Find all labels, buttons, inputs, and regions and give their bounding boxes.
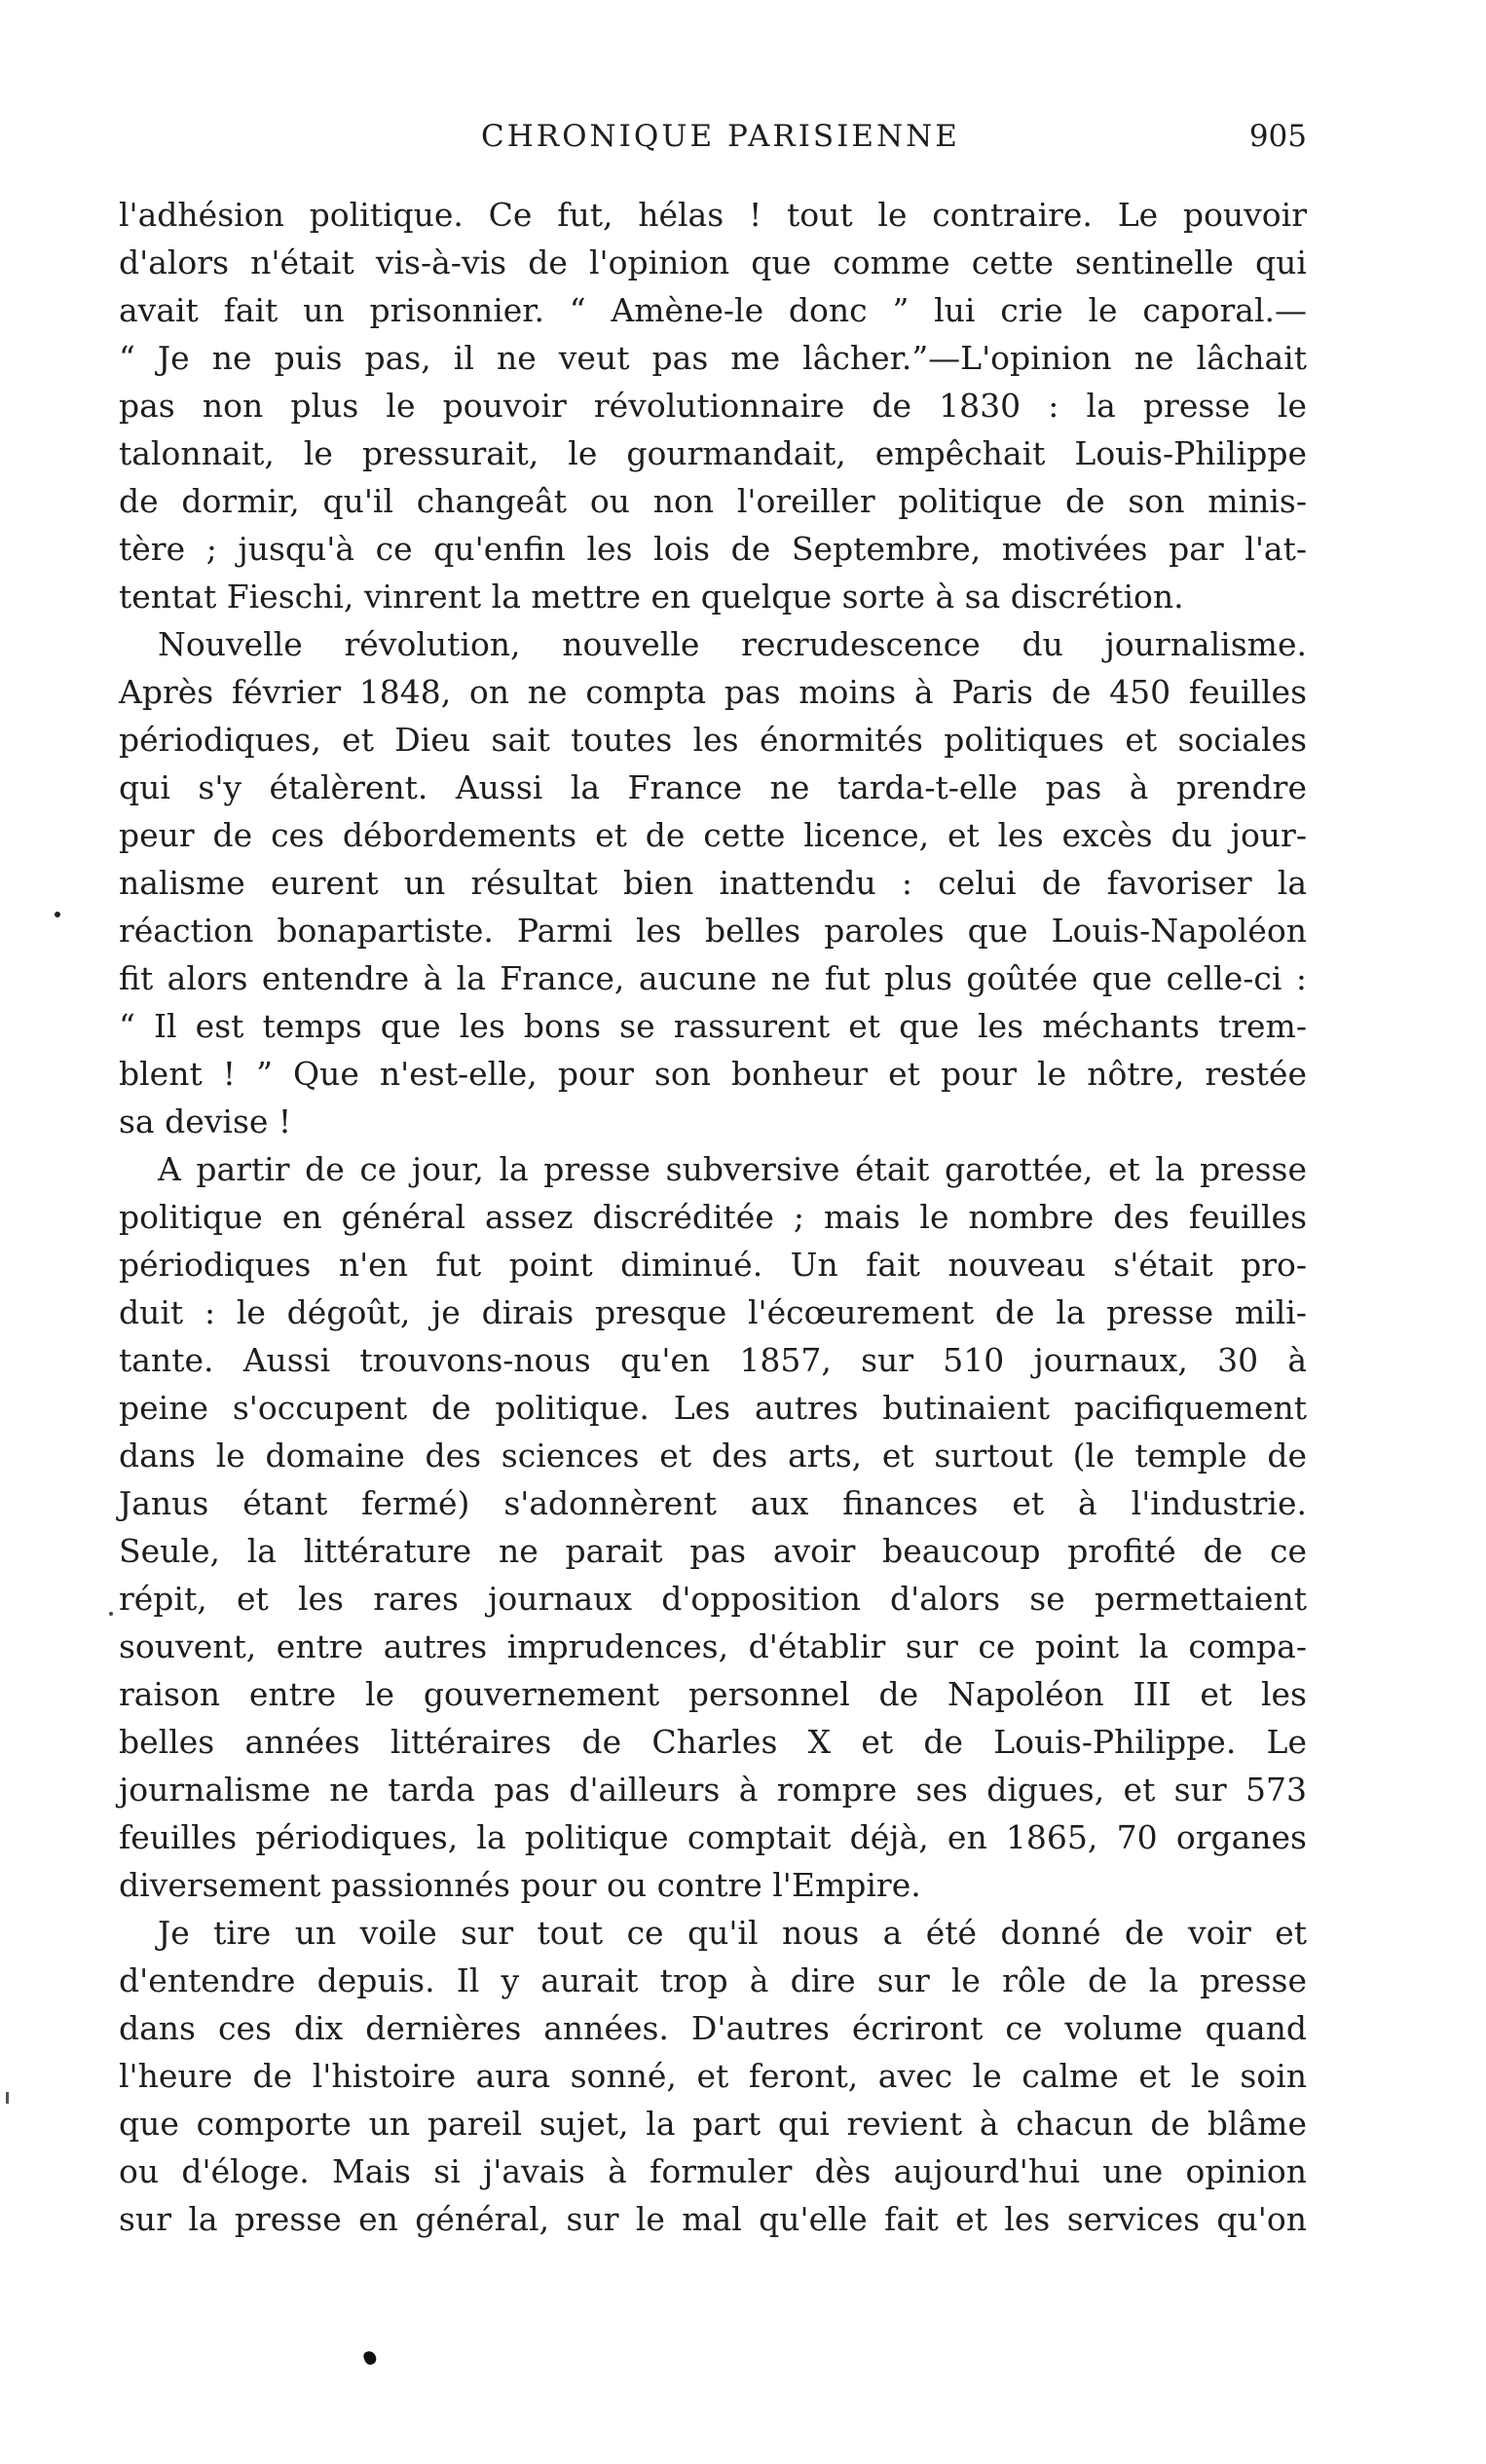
text-line: Après février 1848, on ne compta pas moins à Paris de 450 feuilles [119, 673, 1307, 711]
text-line: pas non plus le pouvoir révolutionnaire de 1830 : la presse le [119, 387, 1307, 425]
text-line: belles années littéraires de Charles X et de Louis-Philippe. Le [119, 1723, 1307, 1761]
text-line: “ Je ne puis pas, il ne veut pas me lâcher.”—L'opinion ne lâchait [119, 339, 1307, 377]
text-line: raison entre le gouvernement personnel de Napoléon III et les [119, 1675, 1307, 1713]
text-line: que comporte un pareil sujet, la part qui revient à chacun de blâme [119, 2105, 1307, 2143]
text-line: d'entendre depuis. Il y aurait trop à dire sur le rôle de la presse [119, 1961, 1307, 1999]
text-line: réaction bonapartiste. Parmi les belles paroles que Louis-Napoléon [119, 912, 1307, 950]
text-line: Je tire un voile sur tout ce qu'il nous a été donné de voir et [158, 1914, 1307, 1952]
text-line: qui s'y étalèrent. Aussi la France ne tarda-t-elle pas à prendre [119, 768, 1307, 806]
running-header [117, 115, 1307, 164]
text-line: blent ! ” Que n'est-elle, pour son bonheur et pour le nôtre, restée [119, 1055, 1307, 1093]
margin-mark [6, 2092, 9, 2104]
text-line: tère ; jusqu'à ce qu'enfin les lois de Septembre, motivées par l'at- [119, 530, 1307, 568]
body-text [119, 191, 1307, 2243]
text-line: sa devise ! [119, 1102, 292, 1140]
text-line: avait fait un prisonnier. “ Amène-le donc ” lui crie le caporal.— [119, 291, 1307, 329]
text-line: Seule, la littérature ne parait pas avoir beaucoup profité de ce [119, 1532, 1307, 1570]
text-line: diversement passionnés pour ou contre l'Empire. [119, 1866, 921, 1904]
text-line: périodiques, et Dieu sait toutes les énormités politiques et sociales [119, 721, 1307, 759]
text-line: répit, et les rares journaux d'opposition d'alors se permettaient [119, 1580, 1307, 1618]
ink-speck [55, 912, 60, 917]
text-line: talonnait, le pressurait, le gourmandait, empêchait Louis-Philippe [119, 434, 1307, 472]
text-line: “ Il est temps que les bons se rassurent et que les méchants trem- [119, 1007, 1307, 1045]
text-line: peine s'occupent de politique. Les autres butinaient pacifiquement [119, 1389, 1307, 1427]
text-line: nalisme eurent un résultat bien inattendu : celui de favoriser la [119, 864, 1307, 902]
ink-blot [362, 2349, 378, 2366]
text-line: Nouvelle révolution, nouvelle recrudescence du journalisme. [158, 625, 1307, 663]
text-line: journalisme ne tarda pas d'ailleurs à rompre ses digues, et sur 573 [119, 1771, 1307, 1809]
text-line: souvent, entre autres imprudences, d'établir sur ce point la compa- [119, 1627, 1307, 1665]
page-number: 905 [1248, 119, 1307, 154]
text-line: A partir de ce jour, la presse subversive était garottée, et la presse [158, 1150, 1307, 1188]
text-line: peur de ces débordements et de cette licence, et les excès du jour- [119, 816, 1307, 854]
text-line: périodiques n'en fut point diminué. Un fait nouveau s'était pro- [119, 1246, 1307, 1284]
text-line: tante. Aussi trouvons-nous qu'en 1857, sur 510 journaux, 30 à [119, 1341, 1307, 1379]
text-line: fit alors entendre à la France, aucune ne fut plus goûtée que celle-ci : [119, 959, 1307, 997]
running-title: CHRONIQUE PARISIENNE [481, 119, 960, 154]
text-line: de dormir, qu'il changeât ou non l'oreiller politique de son minis- [119, 482, 1307, 520]
text-line: duit : le dégoût, je dirais presque l'écœurement de la presse mili- [119, 1293, 1307, 1331]
text-line: feuilles périodiques, la politique comptait déjà, en 1865, 70 organes [119, 1818, 1307, 1856]
text-line: l'adhésion politique. Ce fut, hélas ! tout le contraire. Le pouvoir [119, 196, 1307, 234]
text-line: tentat Fieschi, vinrent la mettre en quelque sorte à sa discrétion. [119, 578, 1184, 616]
ink-speck [109, 1612, 113, 1616]
text-line: politique en général assez discréditée ; mais le nombre des feuilles [119, 1198, 1307, 1236]
text-line: l'heure de l'histoire aura sonné, et feront, avec le calme et le soin [119, 2057, 1307, 2095]
text-line: sur la presse en général, sur le mal qu'elle fait et les services qu'on [119, 2200, 1307, 2238]
text-line: ou d'éloge. Mais si j'avais à formuler dès aujourd'hui une opinion [119, 2152, 1307, 2190]
text-line: d'alors n'était vis-à-vis de l'opinion que comme cette sentinelle qui [119, 243, 1307, 281]
text-line: dans ces dix dernières années. D'autres écriront ce volume quand [119, 2009, 1307, 2047]
text-line: Janus étant fermé) s'adonnèrent aux finances et à l'industrie. [119, 1484, 1307, 1522]
text-line: dans le domaine des sciences et des arts, et surtout (le temple de [119, 1437, 1307, 1475]
